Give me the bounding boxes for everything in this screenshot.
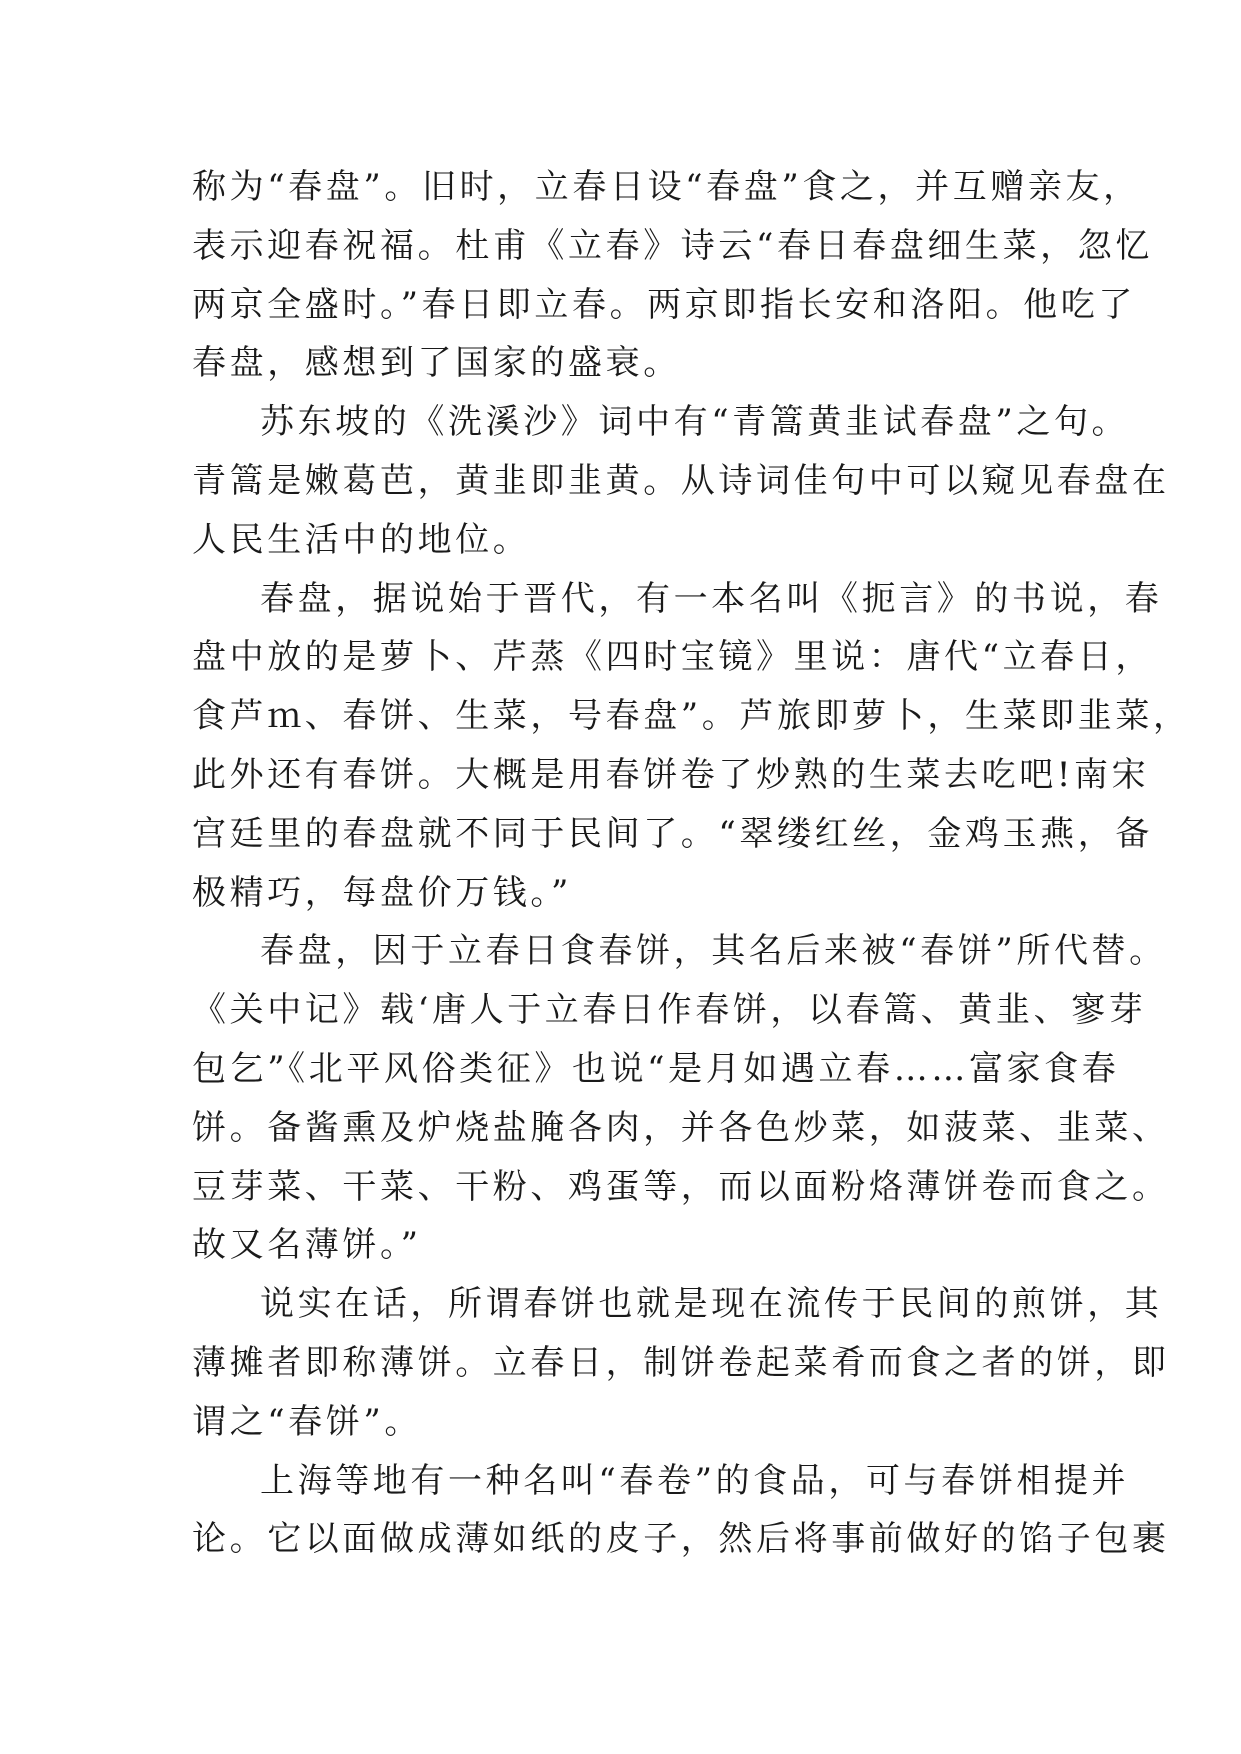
text-line: 薄摊者即称薄饼。立春日，制饼卷起菜肴而食之者的饼，即 <box>192 1342 1170 1383</box>
body-text <box>192 158 1191 1569</box>
text-line: 豆芽菜、干菜、干粉、鸡蛋等，而以面粉烙薄饼卷而食之。 <box>192 1166 1170 1207</box>
paragraph-first-line: 上海等地有一种名叫“春卷”的食品，可与春饼相提并 <box>260 1460 1130 1501</box>
text-line: 两京全盛时。”春日即立春。两京即指长安和洛阳。他吃了 <box>192 284 1136 325</box>
paragraph-first-line: 苏东坡的《洗溪沙》词中有“青篙黄韭试春盘”之句。 <box>260 402 1130 443</box>
text-line: 《关中记》载‘唐人于立春日作春饼，以春篙、黄韭、寥芽 <box>192 990 1147 1031</box>
text-line: 宫廷里的春盘就不同于民间了。“翠缕红丝，金鸡玉燕，备 <box>192 813 1153 854</box>
text-line: 食芦ｍ、春饼、生菜，号春盘”。芦旅即萝卜，生菜即韭菜， <box>192 696 1191 737</box>
text-line: 称为“春盘”。旧时，立春日设“春盘”食之，并互赠亲友， <box>192 167 1141 207</box>
text-line: 此外还有春饼。大概是用春饼卷了炒熟的生菜去吃吧!南宋 <box>192 754 1150 795</box>
text-line: 青篙是嫩葛芭，黄韭即韭黄。从诗词佳句中可以窥见春盘在 <box>192 460 1170 501</box>
paragraph-first-line: 春盘，据说始于晋代，有一本名叫《扼言》的书说，春 <box>260 578 1163 619</box>
text-line: 包乞”《北平风俗类征》也说“是月如遇立春……富家食春 <box>192 1048 1120 1089</box>
text-line: 故又名薄饼。” <box>192 1225 422 1266</box>
paragraph-first-line: 春盘，因于立春日食春饼，其名后来被“春饼”所代替。 <box>260 931 1167 972</box>
text-line: 饼。备酱熏及炉烧盐腌各肉，并各色炒菜，如菠菜、韭菜、 <box>192 1107 1170 1148</box>
text-line: 春盘，感想到了国家的盛衰。 <box>192 343 681 384</box>
paragraph-first-line: 说实在话，所谓春饼也就是现在流传于民间的煎饼，其 <box>260 1284 1163 1325</box>
text-line: 极精巧，每盘价万钱。” <box>192 872 572 913</box>
text-line: 人民生活中的地位。 <box>192 519 531 560</box>
text-line: 盘中放的是萝卜、芹蒸《四时宝镜》里说：唐代“立春日， <box>192 637 1153 678</box>
text-line: 谓之“春饼”。 <box>192 1401 422 1442</box>
text-line: 表示迎春祝福。杜甫《立春》诗云“春日春盘细生菜，忽忆 <box>192 225 1153 266</box>
text-line: 论。它以面做成薄如纸的皮子，然后将事前做好的馅子包裹 <box>192 1519 1170 1560</box>
